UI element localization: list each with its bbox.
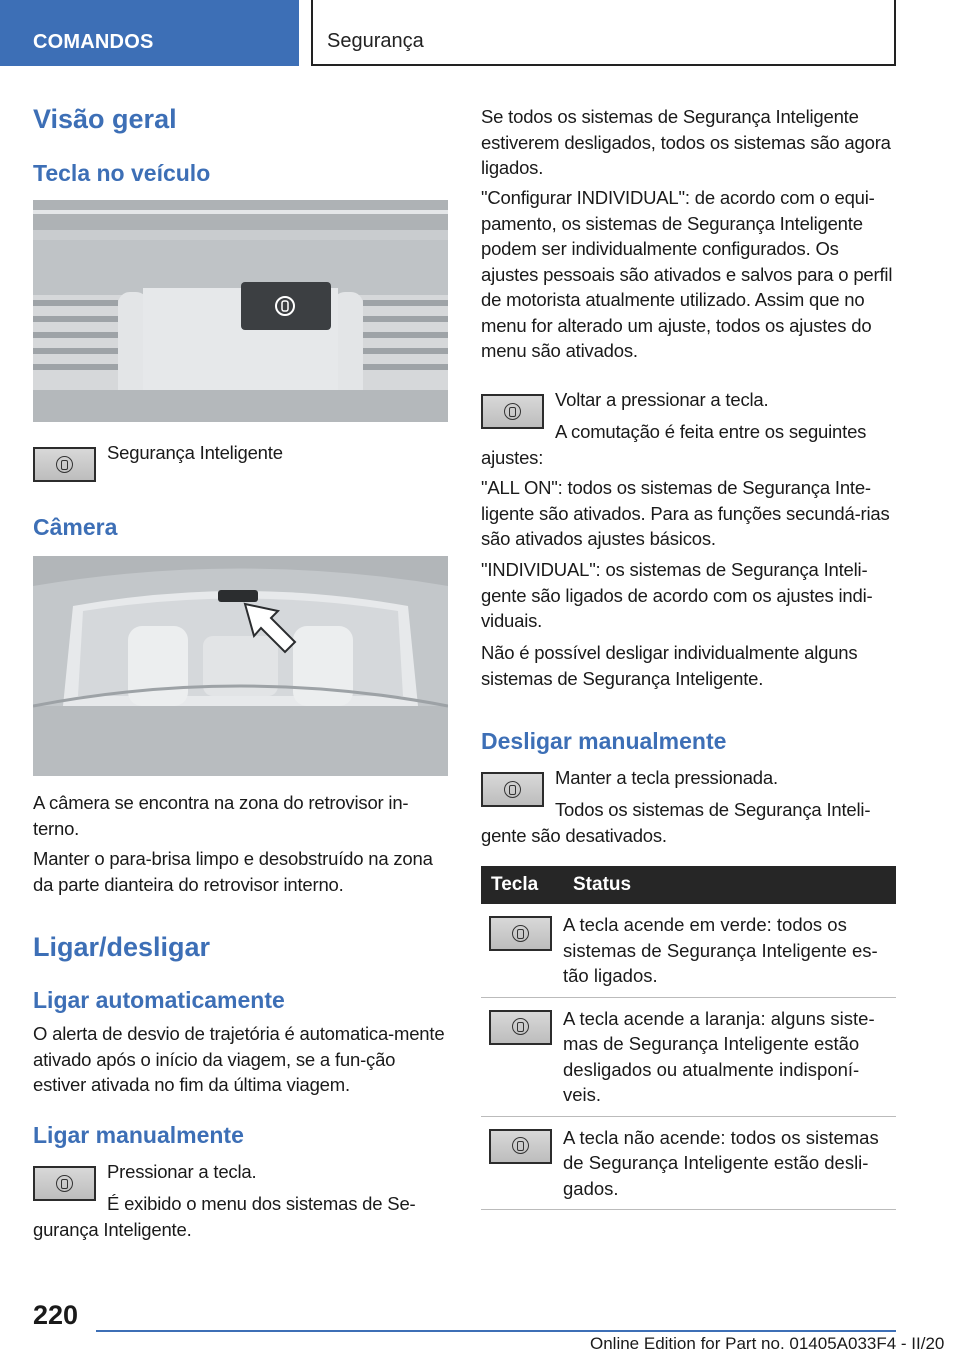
status-table xyxy=(481,866,896,1210)
k3-text-2a: Todos os sistemas de Segurança Inteli- xyxy=(555,799,871,820)
table-cell-status: A tecla acende a laranja: alguns siste-mas de Segurança Inteligente estão desligados ou atualmente indisponí-veis. xyxy=(563,997,896,1116)
car-interior-illustration xyxy=(33,556,448,776)
k3-text-1: Manter a tecla pressionada. xyxy=(555,767,778,788)
safety-key-icon xyxy=(481,772,544,807)
col-header-status: Status xyxy=(563,866,896,904)
manual-text-2b: gurança Inteligente. xyxy=(33,1219,192,1240)
heading-desligar: Desligar manualmente xyxy=(481,728,727,754)
table-row xyxy=(481,1116,896,1210)
page-number: 220 xyxy=(33,1300,79,1330)
heading-tecla-veiculo: Tecla no veículo xyxy=(33,160,211,186)
right-text-5: Não é possível desligar individualmente alguns sistemas de Segurança Inteligente. xyxy=(481,642,858,689)
right-text-2: "Configurar INDIVIDUAL": de acordo com o equi-pamento, os sistemas de Segurança Inteligente podem ser individualmente configurados. Os ajustes pessoais são ativados e salvos para o perfil de motorista atualmente utilizado. Assim que no menu for alterado um ajuste, todos os ajustes do menu são ativados. xyxy=(481,187,893,361)
table-cell-status: A tecla acende em verde: todos os sistemas de Segurança Inteligente es-tão ligados. xyxy=(563,904,896,997)
k3-text-2b: gente são desativados. xyxy=(481,825,667,846)
footer-edition: Online Edition for Part no. 01405A033F4 - II/20 xyxy=(590,1334,945,1353)
right-text-3: "ALL ON": todos os sistemas de Segurança Inte-ligente são ativados. Para as funções secundá-rias são ativados ajustes básicos. xyxy=(481,477,890,549)
table-header-row xyxy=(481,866,896,904)
table-cell-status: A tecla não acende: todos os sistemas de Segurança Inteligente estão desli-gados. xyxy=(563,1116,896,1210)
key-green-icon xyxy=(489,916,552,951)
camera-photo xyxy=(33,556,448,776)
section-tab xyxy=(0,0,299,66)
heading-ligar-desligar: Ligar/desligar xyxy=(33,932,211,962)
table-cell-key xyxy=(481,1116,563,1210)
col-header-tecla: Tecla xyxy=(481,866,563,904)
footer-divider xyxy=(96,1330,896,1332)
manual-text-2a: É exibido o menu dos sistemas de Se- xyxy=(107,1193,416,1214)
right-text-1: Se todos os sistemas de Segurança Inteligente estiverem desligados, todos os sistemas são agora ligados. xyxy=(481,106,891,178)
k2-text-1: Voltar a pressionar a tecla. xyxy=(555,389,769,410)
heading-camera: Câmera xyxy=(33,514,118,540)
safety-key-icon xyxy=(33,1166,96,1201)
heading-ligar-auto: Ligar automaticamente xyxy=(33,987,285,1013)
key-off-icon xyxy=(489,1129,552,1164)
heading-visao-geral: Visão geral xyxy=(33,104,177,134)
table-row xyxy=(481,997,896,1116)
k2-text-2b: ajustes: xyxy=(481,447,544,468)
safety-key-icon xyxy=(33,447,96,482)
auto-text: O alerta de desvio de trajetória é automatica-mente ativado após o início da viagem, se a fun-ção estiver ativada no fim da última viagem. xyxy=(33,1023,445,1095)
camera-text-2: Manter o para-brisa limpo e desobstruído na zona da parte dianteira do retrovisor interno. xyxy=(33,848,433,895)
table-cell-key xyxy=(481,997,563,1116)
dashboard-illustration xyxy=(33,200,448,422)
manual-text-1: Pressionar a tecla. xyxy=(107,1161,257,1182)
dashboard-key-photo xyxy=(33,200,448,422)
section-title: COMANDOS xyxy=(33,31,154,53)
safety-key-icon xyxy=(481,394,544,429)
heading-ligar-manual: Ligar manualmente xyxy=(33,1122,244,1148)
chapter-tab xyxy=(311,0,896,66)
key-orange-icon xyxy=(489,1010,552,1045)
key-label-seguranca: Segurança Inteligente xyxy=(107,442,283,463)
camera-text-1: A câmera se encontra na zona do retrovisor in-terno. xyxy=(33,792,409,839)
right-text-4: "INDIVIDUAL": os sistemas de Segurança Inteli-gente são ligados de acordo com os ajustes indi-viduais. xyxy=(481,559,873,631)
table-row xyxy=(481,904,896,997)
k2-text-2a: A comutação é feita entre os seguintes xyxy=(555,421,867,442)
table-cell-key xyxy=(481,904,563,997)
chapter-title: Segurança xyxy=(327,30,424,52)
